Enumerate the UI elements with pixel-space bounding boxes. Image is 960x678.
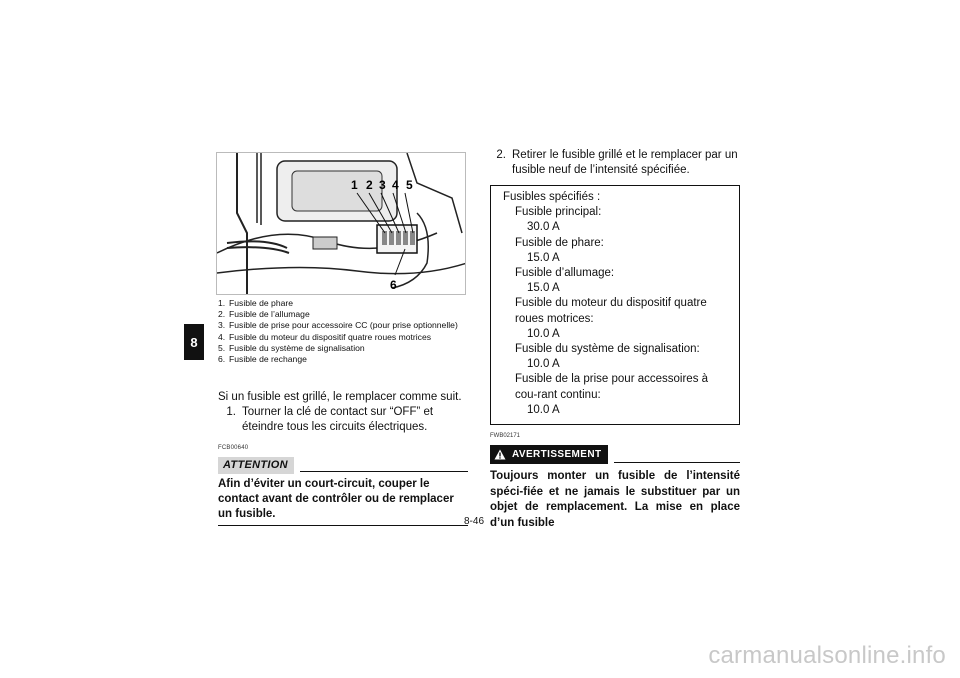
- callout-2: 2: [366, 178, 373, 192]
- legend-item: 1. Fusible de phare: [218, 298, 294, 308]
- step-2: 2. Retirer le fusible grillé et le remplacer par un fusible neuf de l’intensité spécifiée.: [496, 149, 738, 176]
- warning-header: [490, 445, 740, 464]
- warning-code: FWB02171: [490, 433, 521, 440]
- spec-value: 30.0 A: [527, 221, 560, 234]
- fuse-specs-box: [490, 185, 740, 425]
- attention-text: Afin d’éviter un court-circuit, couper le contact avant de contrôler ou de remplacer un fusible.: [218, 477, 468, 526]
- legend-item: 4. Fusible du moteur du dispositif quatre roues motrices: [218, 331, 432, 342]
- legend-item: 6. Fusible de rechange: [218, 354, 307, 365]
- callout-5: 5: [406, 178, 413, 192]
- figure-legend: [218, 298, 468, 365]
- fuse-box-illustration: [216, 152, 466, 295]
- attention-label: ATTENTION: [218, 457, 294, 474]
- spec-value: 15.0 A: [527, 251, 560, 264]
- legend-item: 3. Fusible de prise pour accessoire CC (pour prise optionnelle): [218, 320, 458, 331]
- warning-rule: [614, 462, 740, 463]
- spec-value: 10.0 A: [527, 327, 560, 340]
- callout-4: 4: [392, 178, 399, 192]
- legend-item: 5. Fusible du système de signalisation: [218, 342, 365, 353]
- spec-label: Fusible d’allumage:: [515, 267, 615, 280]
- spec-label: Fusible de la prise pour accessoires à cou-rant continu:: [515, 373, 709, 401]
- page-number: 8-46: [464, 516, 485, 527]
- spec-label: Fusible principal:: [515, 206, 602, 219]
- callout-3: 3: [379, 178, 386, 192]
- warning-triangle-icon: [494, 449, 506, 460]
- warning-text: Toujours monter un fusible de l’intensité spéci-fiée et ne jamais le substituer par un objet de remplacement. La mise en place d’un fusible: [490, 470, 740, 529]
- warning-label: AVERTISSEMENT: [512, 449, 602, 461]
- callout-6: 6: [390, 278, 397, 292]
- attention-header: [218, 457, 468, 474]
- right-body: [490, 148, 740, 531]
- spec-value: 15.0 A: [527, 282, 560, 295]
- fuse-box-drawing: [217, 153, 466, 295]
- attention-rule: [300, 471, 468, 472]
- spec-label: Fusible du système de signalisation:: [515, 343, 700, 356]
- spec-label: Fusible du moteur du dispositif quatre roues motrices:: [515, 297, 707, 325]
- specs-title: Fusibles spécifiés :: [503, 191, 601, 203]
- warning-badge: [490, 445, 608, 464]
- callout-1: 1: [351, 178, 358, 192]
- intro-text: Si un fusible est grillé, le remplacer comme suit.: [218, 391, 462, 403]
- spec-value: 10.0 A: [527, 403, 560, 416]
- legend-item: 2. Fusible de l’allumage: [218, 309, 310, 320]
- spec-label: Fusible de phare:: [515, 236, 604, 249]
- chapter-tab: 8: [184, 324, 204, 360]
- attention-code: FCB00640: [218, 445, 249, 451]
- left-body: [218, 390, 468, 526]
- step-1: 1. Tourner la clé de contact sur “OFF” et éteindre tous les circuits électriques.: [226, 406, 434, 433]
- spec-value: 10.0 A: [527, 358, 560, 371]
- watermark: carmanualsonline.info: [708, 642, 946, 669]
